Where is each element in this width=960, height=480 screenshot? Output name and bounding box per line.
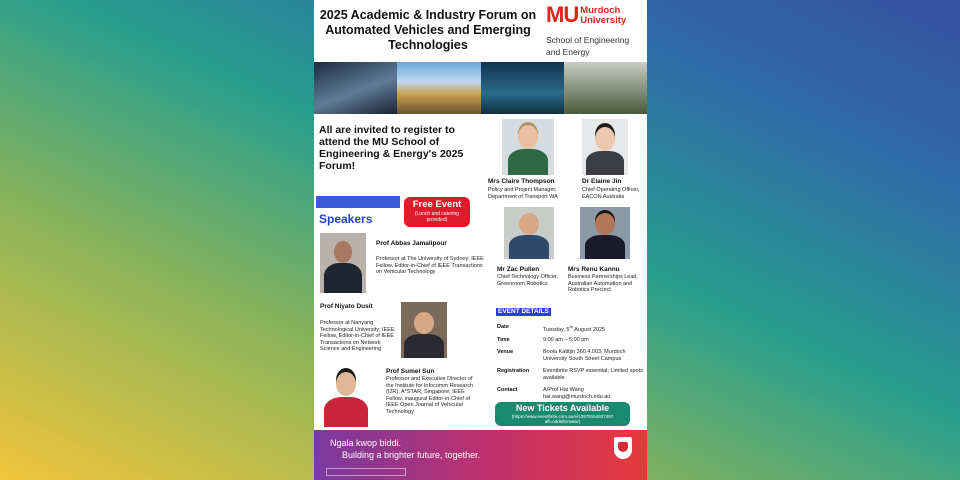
banner-mining-truck-image — [397, 62, 480, 114]
contact-label: Contact — [497, 387, 518, 393]
tickets-url[interactable]: (https://www.eventbrite.com.au/e/1397815492749?aff=oddtdtcreator) — [511, 414, 614, 424]
mu-name-line1: Murdoch — [580, 5, 621, 16]
footer-band — [314, 430, 647, 480]
speaker-photo-sun — [320, 367, 372, 427]
date-value-suffix: th — [569, 324, 573, 329]
footer-fineprint-box — [326, 468, 406, 476]
tickets-button[interactable] — [495, 402, 630, 426]
date-value-month: August 2025 — [572, 326, 606, 333]
free-event-title: Free Event — [412, 199, 462, 210]
date-value-main: Tuesday, 5 — [543, 326, 570, 333]
footer-line1: Ngala kwop biddi. — [330, 438, 402, 448]
speakers-heading: Speakers — [319, 212, 373, 226]
poster-title: 2025 Academic & Industry Forum on Automated Vehicles and Emerging Technologies — [319, 8, 537, 52]
school-line2: and Energy — [546, 47, 590, 57]
panelist-photo-pullen — [504, 207, 554, 259]
speaker-photo-niyato — [401, 302, 447, 358]
speaker-name: Prof Abbas Jamalipour — [376, 240, 447, 247]
mu-logo-name — [580, 6, 626, 26]
panelist-photo-jin — [582, 119, 628, 175]
murdoch-logo — [546, 4, 646, 58]
panelist-desc: Business Partnerships Lead, Australian Automation and Robotics Precinct — [568, 274, 639, 293]
school-line1: School of Engineering — [546, 35, 630, 45]
speaker-name: Prof Niyato Dusit — [320, 303, 373, 310]
speaker-photo-jamalipour — [320, 233, 366, 293]
speaker-name: Prof Sumei Sun — [386, 368, 435, 375]
panelist-desc: Chief Operating Officer, EACON Australia — [582, 187, 640, 200]
panelist-name: Dr Elaine Jin — [582, 178, 622, 185]
panelist-photo-kannu — [580, 207, 630, 259]
banner-underwater-vehicle-image — [481, 62, 564, 114]
event-poster — [314, 0, 647, 480]
speaker-desc: Professor and Executive Director of the Institute for Infocomm Research (I2R), A*STAR, Singapore; IEEE Fellow, inaugural Editor-in-Chief of IEEE Open Journal of Vehicular Technology — [386, 376, 474, 415]
contact-name: A/Prof Hai Wang — [543, 387, 584, 393]
banner-drone-road-image — [564, 62, 647, 114]
tickets-title: New Tickets Available — [515, 403, 610, 413]
panelist-name: Mrs Renu Kannu — [568, 266, 620, 273]
blue-divider-bar — [316, 196, 400, 208]
venue-label: Venue — [497, 349, 514, 355]
time-value: 9:00 am – 5:00 pm — [543, 337, 589, 343]
mu-logo-mark: MU — [546, 2, 579, 27]
invite-text: All are invited to register to attend the MU School of Engineering & Energy's 2025 Forum! — [319, 124, 464, 172]
free-event-note: (Lunch and catering provided) — [414, 211, 460, 223]
panelist-name: Mr Zac Pullen — [497, 266, 540, 273]
registration-label: Registration — [497, 368, 530, 374]
event-details-heading: EVENT DETAILS — [498, 308, 549, 315]
venue-value: Boola Katitjin 360.4.003, Murdoch University South Street Campus — [543, 349, 626, 362]
time-label: Time — [497, 337, 510, 343]
contact-email: hai.wang@murdoch.edu.au — [543, 393, 611, 400]
mu-name-line2: University — [580, 15, 627, 26]
free-event-badge — [404, 197, 470, 227]
panelist-desc: Policy and Project Manager, Department of Transport WA — [488, 187, 558, 200]
school-name — [546, 34, 646, 58]
shield-icon — [614, 437, 632, 459]
panelist-desc: Chief Technology Officer, Greenroom Robotics — [497, 274, 558, 287]
date-value — [543, 324, 647, 333]
banner-car-interior-image — [314, 62, 397, 114]
speaker-desc: Professor at Nanyang Technological University; IEEE Fellow, Editor-in-Chief of IEEE Transactions on Network Science and Engineering — [320, 320, 395, 352]
panelist-name: Mrs Claire Thompson — [488, 178, 555, 185]
banner-images — [314, 62, 647, 114]
speaker-desc: Professor at The University of Sydney; IEEE Fellow, Editor-in-Chief of IEEE Transactions on Vehicular Technology — [376, 256, 484, 275]
panelist-photo-thompson — [502, 119, 554, 175]
footer-line2: Building a brighter future, together. — [342, 450, 481, 460]
date-label: Date — [497, 324, 509, 330]
contact-value — [543, 387, 647, 400]
registration-value: Eventbrite RSVP essential; Limited spots available — [543, 368, 643, 381]
